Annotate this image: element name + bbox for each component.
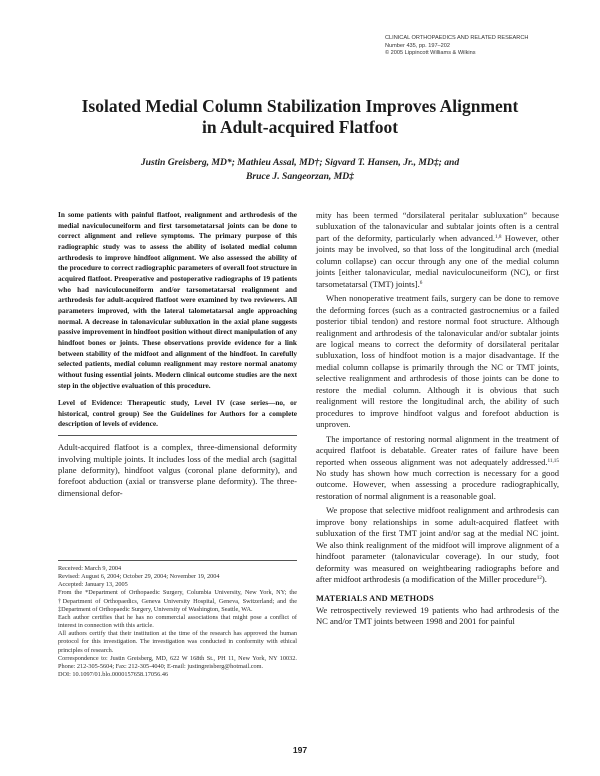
intro-paragraph-5 bbox=[316, 505, 559, 585]
abstract-divider bbox=[58, 435, 297, 436]
para2-text-a: mity has been termed “dorsilateral peritalar subluxation” because subluxation of the talonavicular and subtalar joints often is a central part of the deformity, particularly when advanced. bbox=[316, 210, 559, 243]
footnote-doi: DOI: 10.1097/01.blo.0000157658.17056.46 bbox=[58, 671, 169, 679]
intro-paragraph-1: Adult-acquired flatfoot is a complex, three-dimensional deformity involving multiple joints. It includes loss of the medial arch (sagittal plane deformity), hindfoot valgus (coronal plane deformity), and forefoot abduction (axial or transverse plane deformity). The three-dimensional defor- bbox=[58, 442, 297, 498]
para2-text-b: However, other joints may be involved, so that loss of the longitudinal arch (medial column collapse) can occur through any one of the medial column joints [either talonavicular, medial naviculocuneiform (NC), or first tarsometatarsal (TMT) joints]. bbox=[316, 232, 559, 289]
footnote-revised: Revised: August 6, 2004; October 29, 2004; November 19, 2004 bbox=[58, 573, 220, 581]
para5-text-b: ). bbox=[541, 574, 547, 585]
journal-header bbox=[385, 35, 585, 58]
intro-paragraph-2 bbox=[316, 210, 559, 290]
footnote-accepted: Accepted: January 13, 2005 bbox=[58, 581, 128, 589]
section-heading-methods: MATERIALS AND METHODS bbox=[316, 593, 434, 603]
citation-1-8: 1,8 bbox=[494, 233, 502, 240]
footnote-disclosure: Each author certifies that he has no commercial associations that might pose a conflict of interest in connection with this article. bbox=[58, 613, 297, 630]
title-line-2: in Adult-acquired Flatfoot bbox=[201, 117, 399, 137]
journal-name: CLINICAL ORTHOPAEDICS AND RELATED RESEARCH bbox=[385, 35, 529, 41]
footnote-ethics: All authors certify that their institution at the time of the research has approved the human protocol for this investigation. The investigation was conducted in conformity with ethical principles of research. bbox=[58, 630, 297, 654]
intro-paragraph-3: When nonoperative treatment fails, surgery can be done to remove the deforming forces (such as a contracted gastrocnemius or a failed posterior tibial tendon) and restore normal foot structure. Although realignment and arthrodesis of the talonavicular and/or subtalar joints are logical means to correct the deformity of dorsilateral peritalar subluxation, loss of hindfoot motion is a major disadvantage. If the medial column collapse is primarily through the NC or TMT joints, selective realignment and arthrodesis of those joints can be done to restore the medial column. Although it is obvious that such realignment will restore the longitudinal arch, the ability of such procedures to improve hindfoot valgus and forefoot abduction is unproven. bbox=[316, 293, 559, 430]
footnote-correspondence: Correspondence to: Justin Greisberg, MD, 622 W 168th St., PH 11, New York, NY 10032. Phone: 212-305-5604; Fax: 212-305-4040; E-mail: justingreisberg@hotmail.com. bbox=[58, 654, 297, 670]
author-list bbox=[60, 156, 540, 184]
footnote-affiliations: From the *Department of Orthopaedic Surgery, Columbia University, New York, NY; the †Department of Orthopaedics, Geneva University Hospital, Geneva, Switzerland; and the ‡Department of Orthopaedic Surgery, University of Washington, Seattle, WA. bbox=[58, 589, 297, 613]
right-column bbox=[316, 210, 559, 627]
abstract: In some patients with painful flatfoot, realignment and arthrodesis of the medial naviculocuneiform and first tarsometatarsal joints can be done to correct alignment and relieve symptoms. The primary purpose of this radiographic study was to assess the ability of isolated medial column arthrodesis to improve hindfoot alignment. We also assessed the ability of the procedure to correct radiographic parameters of overall foot structure in acquired flatfoot. Preoperative and postoperative radiographs of 19 patients who had naviculocuneiform and/or tarsometatarsal realignment and arthrodesis for adult-acquired flatfoot were examined by two reviewers. All parameters improved, with the lateral talometatarsal angle approaching normal. A decrease in talonavicular subluxation in the axial plane suggests passive improvement in hindfoot position without direct manipulation of any hindfoot bones or joints. These observations provide evidence for a link between stability of the midfoot and alignment of the hindfoot. In carefully selected patients, medial column realignment may restore normal anatomy without fusing essential joints. Modern clinical outcome studies are the next step in the objective evaluation of this procedure. bbox=[58, 210, 297, 390]
journal-copyright: © 2005 Lippincott Williams & Wilkins bbox=[385, 50, 476, 57]
journal-issue: Number 435, pp. 197–202 bbox=[385, 42, 450, 49]
citation-11-15: 11,15 bbox=[547, 457, 559, 464]
page-number: 197 bbox=[292, 745, 308, 755]
para4-text-a: The importance of restoring normal alignment in the treatment of acquired flatfoot is debatable. Greater rates of failure have been reported when osseous alignment was not adequately addressed. bbox=[316, 433, 559, 467]
authors-line-1: Justin Greisberg, MD*; Mathieu Assal, MD†; Sigvard T. Hansen, Jr., MD‡; and bbox=[140, 157, 460, 168]
para5-text-a: We propose that selective midfoot realignment and arthrodesis can improve bony relationships in some adult-acquired flatfeet with subluxation of the first TMT joint and/or sag at the medial NC joint. We also think realignment of the midfoot will improve alignment of a hindfoot parameter (talonavicular coverage). In our study, foot deformity was measured on weightbearing radiographs before and after midfoot arthrodesis (a modification of the Miller procedure bbox=[316, 505, 559, 585]
title-line-1: Isolated Medial Column Stabilization Improves Alignment bbox=[81, 96, 519, 116]
citation-6: 6 bbox=[419, 279, 423, 286]
authors-line-2: Bruce J. Sangeorzan, MD‡ bbox=[246, 171, 354, 182]
footnote-received: Received: March 9, 2004 bbox=[58, 565, 122, 572]
footnotes-divider bbox=[58, 560, 297, 561]
level-of-evidence: Level of Evidence: Therapeutic study, Level IV (case series—no, or historical, control group) See the Guidelines for Authors for a complete description of levels of evidence. bbox=[58, 398, 297, 429]
intro-paragraph-4 bbox=[316, 434, 559, 503]
citation-12: 12 bbox=[536, 575, 542, 582]
methods-paragraph-1: We retrospectively reviewed 19 patients who had arthrodesis of the NC and/or TMT joints between 1998 and 2001 for painful bbox=[316, 604, 559, 626]
article-title bbox=[40, 96, 560, 138]
left-column bbox=[58, 210, 297, 499]
footnotes bbox=[58, 565, 297, 679]
para4-text-b: No study has shown how much correction is necessary for a good outcome. However, when assessing a procedure radiographically, restoration of normal alignment is a reasonable goal. bbox=[316, 467, 559, 501]
